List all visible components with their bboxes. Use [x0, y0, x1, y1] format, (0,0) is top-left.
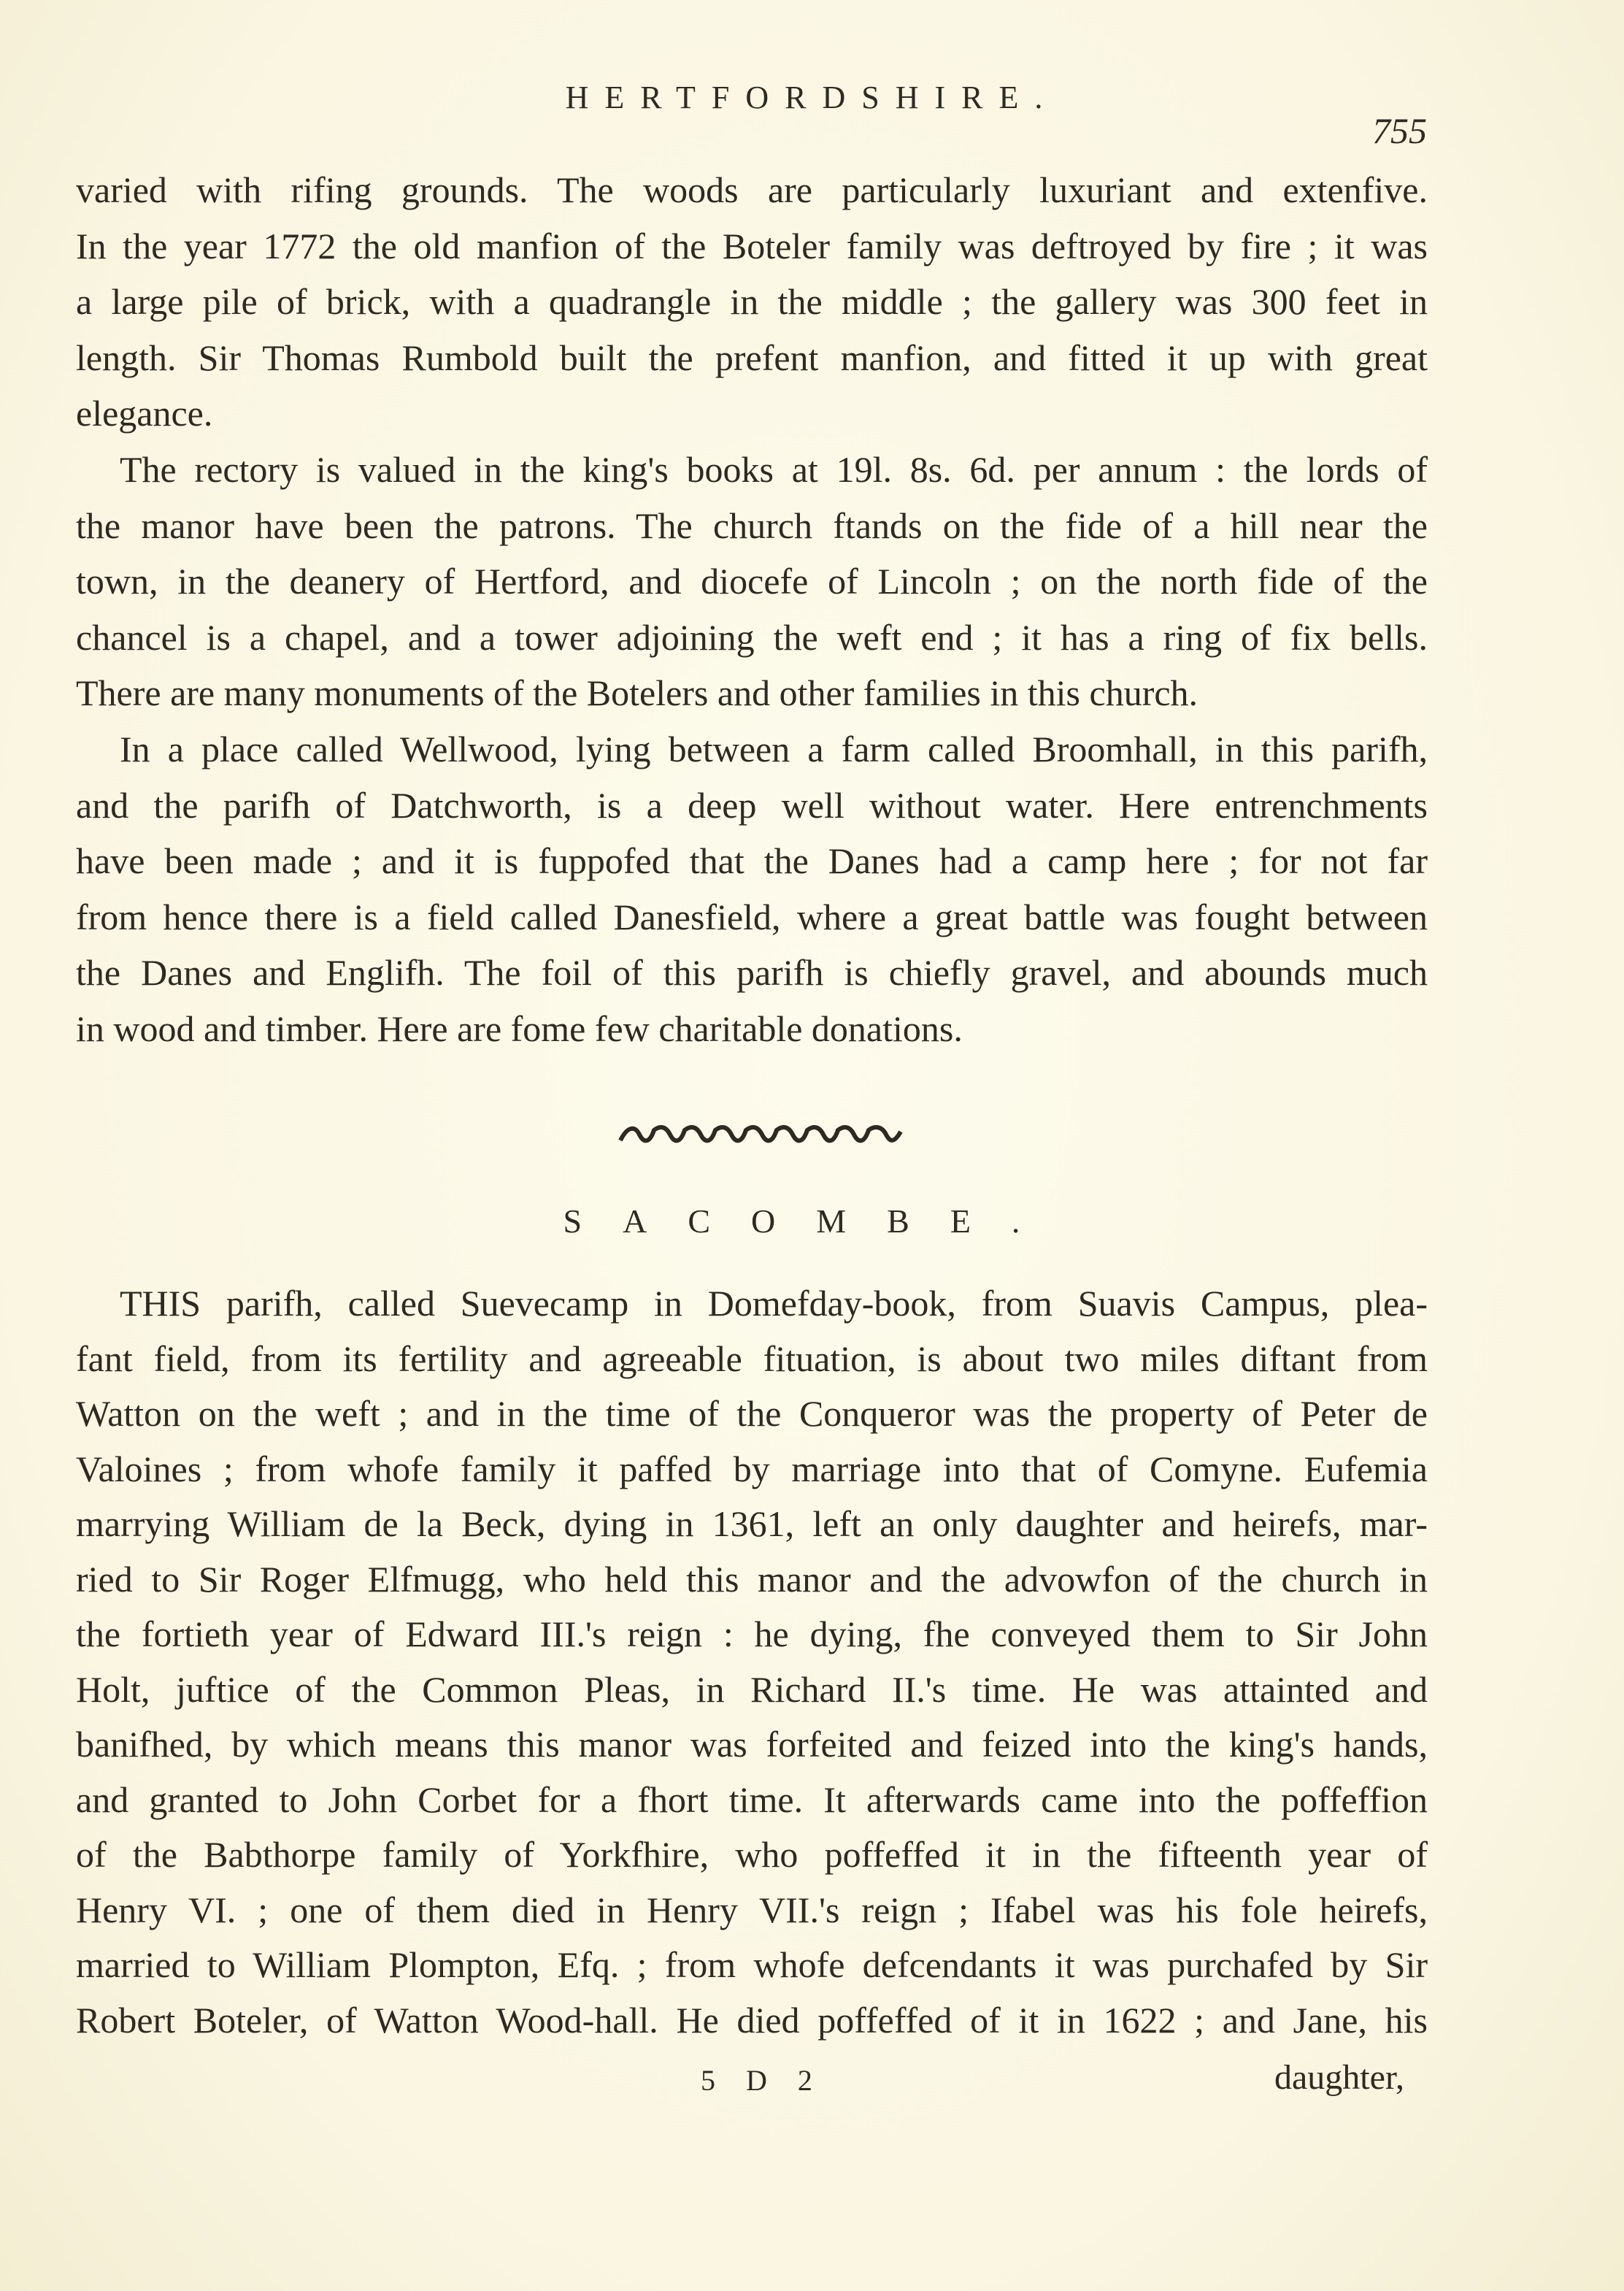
text-line: THIS parifh, called Suevecamp in Domefday-book, from Suavis Campus, plea-: [120, 1283, 1428, 1324]
text-line: Holt, juftice of the Common Pleas, in Richard II.'s time. He was attainted and: [76, 1668, 1428, 1710]
catchword: daughter,: [1274, 2058, 1405, 2097]
text-line: the fortieth year of Edward III.'s reign : he dying, fhe conveyed them to Sir John: [76, 1613, 1428, 1654]
text-line: Henry VI. ; one of them died in Henry VII.'s reign ; Ifabel was his fole heirefs,: [76, 1889, 1428, 1930]
text-line: length. Sir Thomas Rumbold built the prefent manfion, and fitted it up with great: [76, 337, 1428, 378]
text-line: married to William Plompton, Efq. ; from whofe defcendants it was purchafed by Sir: [76, 1944, 1428, 1985]
text-line: There are many monuments of the Botelers and other families in this church.: [76, 672, 1198, 714]
text-line: In the year 1772 the old manfion of the Boteler family was deftroyed by fire ; it was: [76, 225, 1428, 266]
running-title: HERTFORDSHIRE.: [565, 80, 1059, 115]
text-line: of the Babthorpe family of Yorkfhire, who poffeffed it in the fifteenth year of: [76, 1834, 1428, 1875]
text-line: and granted to John Corbet for a fhort time. It afterwards came into the poffeffion: [76, 1778, 1428, 1820]
text-line: the manor have been the patrons. The church ftands on the fide of a hill near the: [76, 504, 1428, 546]
ornament-divider: [617, 1121, 904, 1148]
text-line: and the parifh of Datchworth, is a deep well without water. Here entrenchments: [76, 784, 1428, 826]
text-line: the Danes and Englifh. The foil of this parifh is chiefly gravel, and abounds much: [76, 952, 1428, 994]
text-line: in wood and timber. Here are fome few charitable donations.: [76, 1008, 963, 1049]
text-line: elegance.: [76, 393, 213, 434]
text-line: town, in the deanery of Hertford, and diocefe of Lincoln ; on the north fide of the: [76, 561, 1428, 602]
text-line: Robert Boteler, of Watton Wood-hall. He died poffeffed of it in 1622 ; and Jane, his: [76, 1999, 1428, 2041]
signature-mark: 5 D 2: [701, 2064, 824, 2097]
section-title: SACOMBE.: [563, 1202, 1061, 1240]
text-line: banifhed, by which means this manor was forfeited and feized into the king's hands,: [76, 1724, 1428, 1765]
page-number: 755: [1372, 110, 1427, 151]
text-line: ried to Sir Roger Elfmugg, who held this manor and the advowfon of the church in: [76, 1558, 1428, 1600]
body-text-hertfordshire: [76, 162, 1428, 1057]
text-line: In a place called Wellwood, lying between a farm called Broomhall, in this parifh,: [120, 728, 1428, 770]
text-line: Watton on the weft ; and in the time of the Conqueror was the property of Peter de: [76, 1393, 1428, 1434]
text-line: Valoines ; from whofe family it paffed by marriage into that of Comyne. Eufemia: [76, 1448, 1428, 1489]
text-line: marrying William de la Beck, dying in 1361, left an only daughter and heirefs, mar-: [76, 1503, 1428, 1544]
body-text-sacombe: [76, 1276, 1428, 2048]
text-line: The rectory is valued in the king's books at 19l. 8s. 6d. per annum : the lords of: [120, 448, 1428, 490]
text-line: have been made ; and it is fuppofed that the Danes had a camp here ; for not far: [76, 840, 1428, 882]
text-line: a large pile of brick, with a quadrangle in the middle ; the gallery was 300 feet in: [76, 281, 1428, 323]
text-line: fant field, from its fertility and agreeable fituation, is about two miles diftant from: [76, 1338, 1428, 1379]
text-line: from hence there is a field called Danesfield, where a great battle was fought between: [76, 896, 1428, 937]
text-line: chancel is a chapel, and a tower adjoining the weft end ; it has a ring of fix bells.: [76, 616, 1428, 658]
text-line: varied with rifing grounds. The woods are particularly luxuriant and extenfive.: [76, 169, 1428, 210]
